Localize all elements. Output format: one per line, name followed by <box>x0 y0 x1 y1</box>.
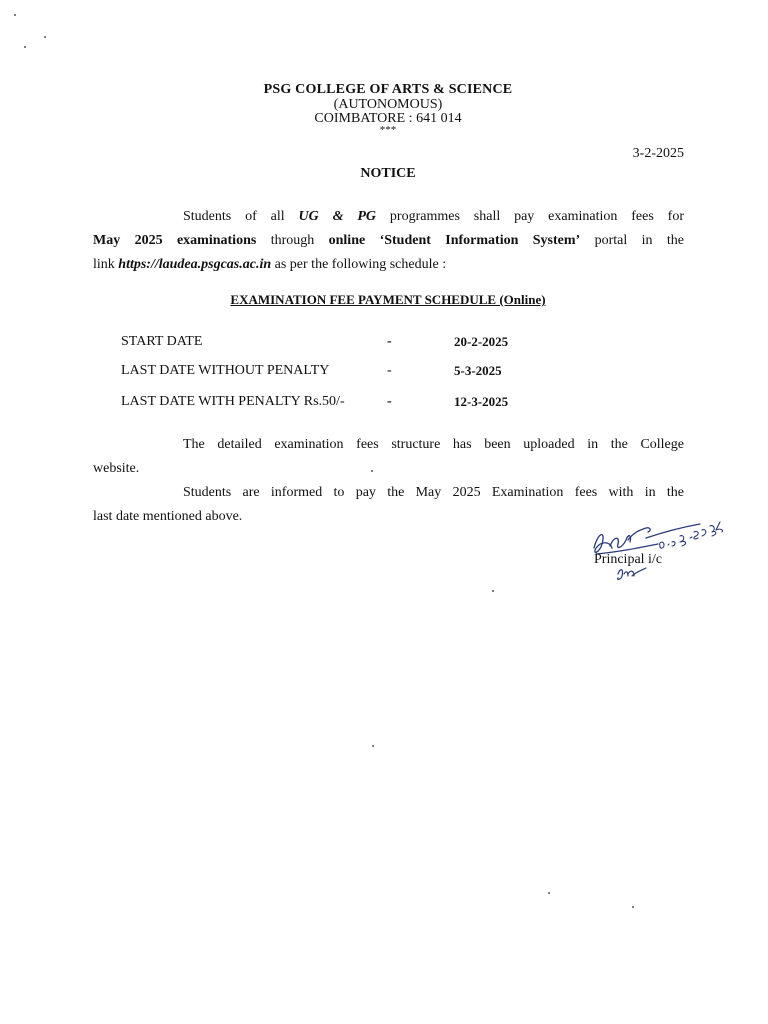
schedule-label: START DATE <box>121 334 203 349</box>
portal-name: online ‘Student Information System’ <box>328 233 581 248</box>
college-city: COIMBATORE : 641 014 <box>314 111 462 126</box>
paragraph-intro <box>93 205 684 277</box>
schedule-value: 12-3-2025 <box>454 394 509 409</box>
intro-text: link <box>93 257 119 272</box>
exam-session: May 2025 examinations <box>93 233 257 248</box>
notice-date: 3-2-2025 <box>632 146 684 161</box>
intro-line-3 <box>93 253 684 277</box>
fees-line-2: website. <box>93 461 140 476</box>
portal-link[interactable]: https://laudea.psgcas.ac.in <box>118 257 272 272</box>
schedule-value: 20-2-2025 <box>454 334 509 349</box>
deadline-line-1: Students are informed to pay the May 2025 Examination fees with in the <box>183 485 684 500</box>
header-separator: *** <box>379 124 397 136</box>
intro-text: as per the following schedule : <box>271 257 447 272</box>
intro-text: portal in the <box>580 233 684 248</box>
schedule-value: 5-3-2025 <box>454 363 502 378</box>
schedule-dash: - <box>387 363 392 378</box>
intro-text: Students of all <box>183 209 299 224</box>
principal-title: Principal i/c <box>594 552 663 567</box>
schedule-dash: - <box>387 394 392 409</box>
deadline-line-2: last date mentioned above. <box>93 509 243 524</box>
college-status: (AUTONOMOUS) <box>333 97 443 112</box>
schedule-dash: - <box>387 334 392 349</box>
intro-text: through <box>256 233 329 248</box>
intro-line-1 <box>93 205 684 229</box>
intro-text: programmes shall pay examination fees for <box>376 209 684 224</box>
notice-title: NOTICE <box>360 166 416 181</box>
college-name: PSG COLLEGE OF ARTS & SCIENCE <box>263 82 513 97</box>
fees-line-1: The detailed examination fees structure has been uploaded in the College <box>183 437 684 452</box>
schedule-title: EXAMINATION FEE PAYMENT SCHEDULE (Online) <box>230 292 546 307</box>
schedule-label: LAST DATE WITHOUT PENALTY <box>121 363 330 378</box>
intro-line-2 <box>93 229 684 253</box>
paragraph-fees-structure <box>93 433 684 481</box>
schedule-label: LAST DATE WITH PENALTY Rs.50/- <box>121 394 345 409</box>
programme-names: UG & PG <box>298 209 377 224</box>
